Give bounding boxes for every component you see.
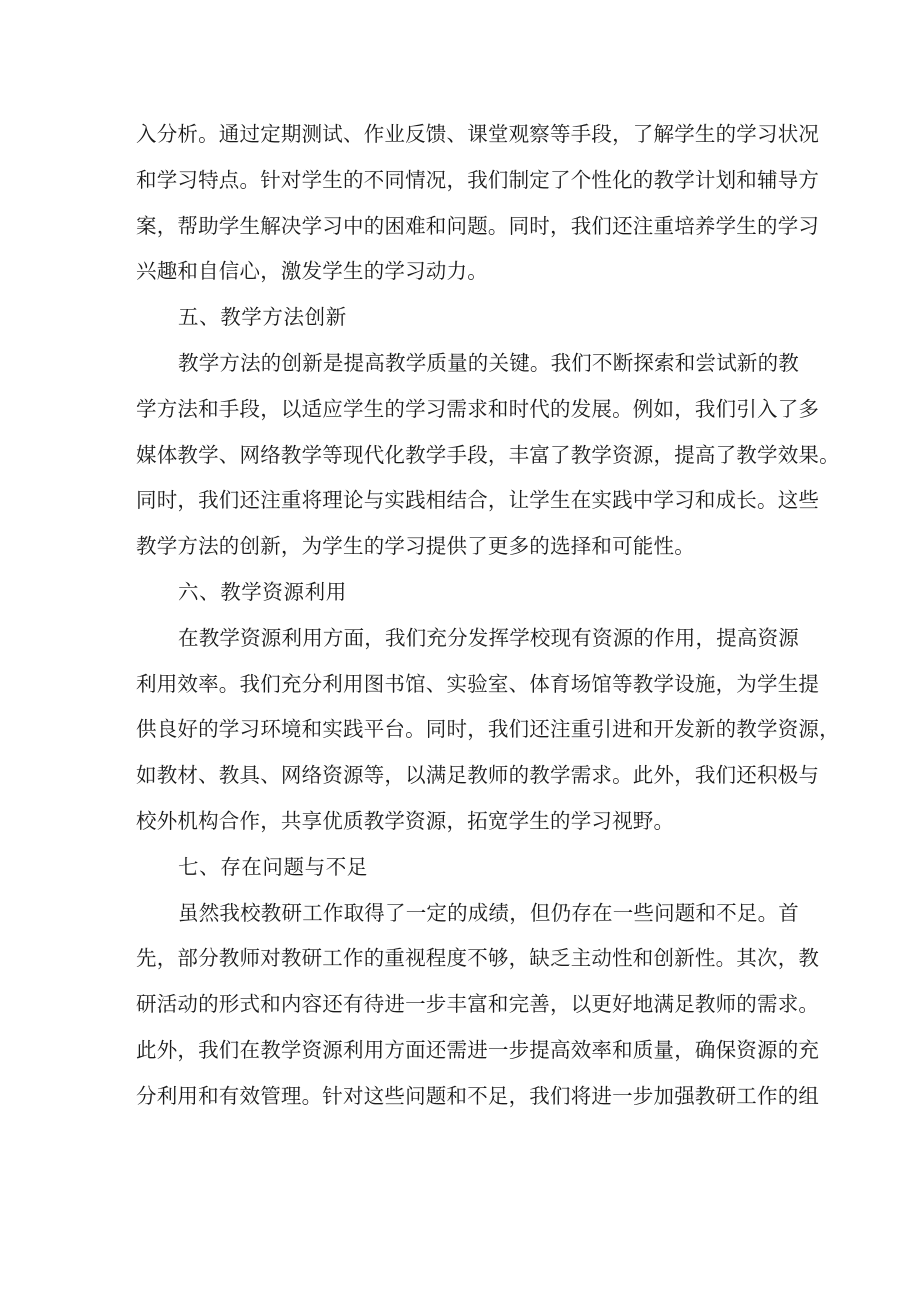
- paragraph-teaching-resources: [136, 616, 840, 845]
- paragraph-line: 此外，我们在教学资源利用方面还需进一步提高效率和质量，确保资源的充: [136, 1037, 820, 1062]
- paragraph-line: 学方法和手段，以适应学生的学习需求和时代的发展。例如，我们引入了多: [136, 396, 820, 421]
- section-heading-problems-and-shortcomings: 七、存在问题与不足: [178, 854, 368, 879]
- paragraph-line: 校外机构合作，共享优质教学资源，拓宽学生的学习视野。: [136, 808, 675, 833]
- paragraph-line: 分利用和有效管理。针对这些问题和不足，我们将进一步加强教研工作的组: [136, 1083, 820, 1108]
- paragraph-line: 在教学资源利用方面，我们充分发挥学校现有资源的作用，提高资源: [178, 625, 799, 650]
- paragraph-line: 利用效率。我们充分利用图书馆、实验室、体育场馆等教学设施，为学生提: [136, 671, 820, 696]
- paragraph-learning-analysis: [136, 112, 820, 295]
- paragraph-line: 同时，我们还注重将理论与实践相结合，让学生在实践中学习和成长。这些: [136, 488, 820, 513]
- paragraph-line: 兴趣和自信心，激发学生的学习动力。: [136, 259, 488, 284]
- paragraph-line: 先，部分教师对教研工作的重视程度不够，缺乏主动性和创新性。其次，教: [136, 946, 820, 971]
- paragraph-line: 案，帮助学生解决学习中的困难和问题。同时，我们还注重培养学生的学习: [136, 213, 820, 238]
- paragraph-line: 研活动的形式和内容还有待进一步丰富和完善，以更好地满足教师的需求。: [136, 992, 820, 1017]
- section-heading-teaching-resources: 六、教学资源利用: [178, 579, 347, 604]
- paragraph-line: 供良好的学习环境和实践平台。同时，我们还注重引进和开发新的教学资源，: [136, 717, 840, 742]
- paragraph-problems-and-shortcomings: [136, 891, 820, 1120]
- paragraph-line: 和学习特点。针对学生的不同情况，我们制定了个性化的教学计划和辅导方: [136, 167, 820, 192]
- document-body: [136, 112, 840, 1120]
- section-heading-teaching-method-innovation: 五、教学方法创新: [178, 305, 347, 330]
- paragraph-teaching-method-innovation: [136, 341, 840, 570]
- paragraph-line: 教学方法的创新，为学生的学习提供了更多的选择和可能性。: [136, 534, 695, 559]
- paragraph-line: 如教材、教具、网络资源等，以满足教师的教学需求。此外，我们还积极与: [136, 763, 820, 788]
- paragraph-line: 虽然我校教研工作取得了一定的成绩，但仍存在一些问题和不足。首: [178, 900, 799, 925]
- paragraph-line: 入分析。通过定期测试、作业反馈、课堂观察等手段，了解学生的学习状况: [136, 122, 820, 146]
- paragraph-line: 媒体教学、网络教学等现代化教学手段，丰富了教学资源，提高了教学效果。: [136, 442, 840, 467]
- paragraph-line: 教学方法的创新是提高教学质量的关键。我们不断探索和尝试新的教: [178, 350, 799, 375]
